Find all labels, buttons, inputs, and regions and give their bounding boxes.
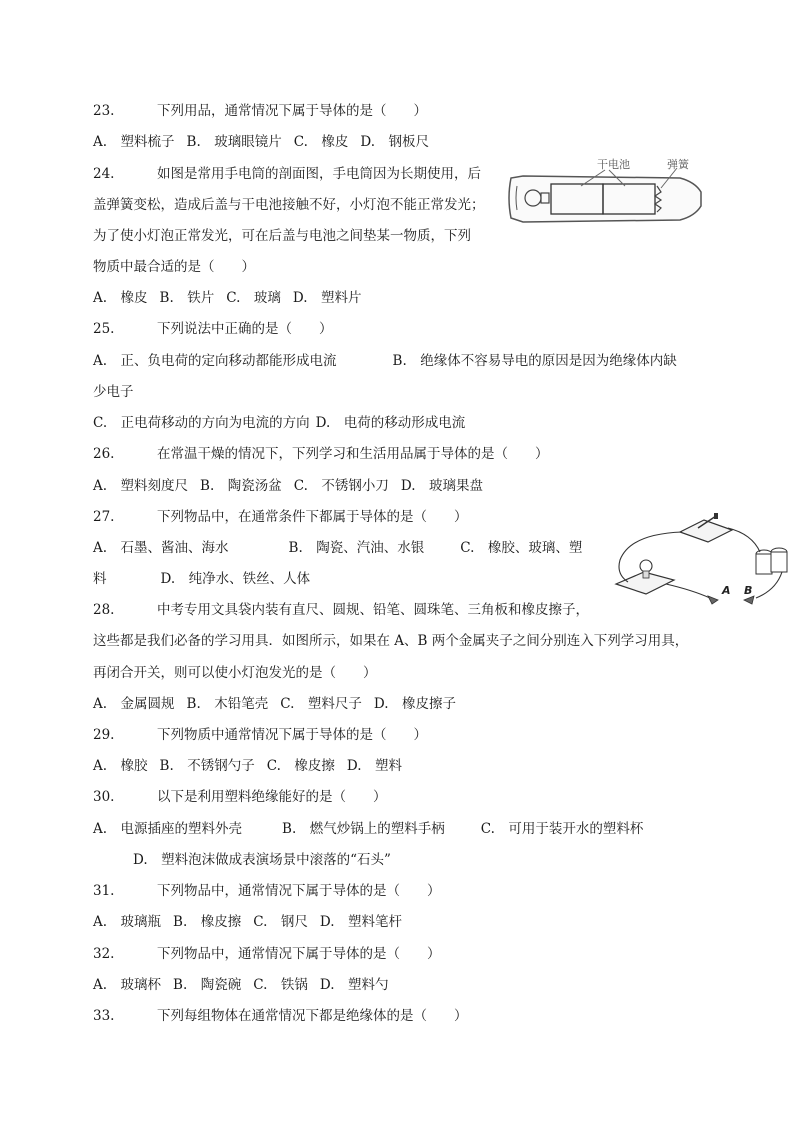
option-b: B. 陶瓷碗 <box>173 977 242 993</box>
question-number: 26. <box>93 446 115 462</box>
option-c: C. 橡皮擦 <box>266 758 335 774</box>
question-number: 31. <box>93 883 115 899</box>
question-text: 如图是常用手电筒的剖面图，手电筒因为长期使用，后 <box>157 166 481 182</box>
question-28-options <box>93 695 456 713</box>
circuit-diagram <box>612 508 790 608</box>
question-text: 在常温干燥的情况下，下列学习和生活用品属于导体的是（ ） <box>157 446 549 462</box>
option-c: C. 正电荷移动的方向为电流的方向 <box>93 415 310 431</box>
option-d: D. 钢板尺 <box>360 134 430 150</box>
question-23-stem <box>93 102 427 120</box>
question-30-stem <box>93 788 387 806</box>
option-a: A. 电源插座的塑料外壳 <box>93 821 243 837</box>
option-a: A. 橡皮 <box>93 290 148 306</box>
question-32-options <box>93 976 389 994</box>
option-a: A. 塑料刻度尺 <box>93 478 189 494</box>
option-a: A. 玻璃杯 <box>93 977 162 993</box>
option-d: D. 塑料片 <box>292 290 362 306</box>
question-25-stem <box>93 320 333 338</box>
question-24-stem-line-3: 为了使小灯泡正常发光，可在后盖与电池之间垫某一物质，下列 <box>93 228 471 244</box>
question-number: 32. <box>93 946 115 962</box>
question-text: 以下是利用塑料绝缘能好的是（ ） <box>157 789 387 805</box>
switch-handle <box>714 513 718 519</box>
option-c-continued: 料 <box>93 571 107 587</box>
option-b: B. 玻璃眼镜片 <box>186 134 282 150</box>
question-30-options-row-2 <box>133 851 391 869</box>
question-24-options <box>93 289 362 307</box>
option-a: A. 橡胶 <box>93 758 148 774</box>
question-26-stem <box>93 445 549 463</box>
question-number: 25. <box>93 321 115 337</box>
battery-cell-2 <box>771 552 787 572</box>
question-31-options <box>93 913 402 931</box>
question-text: 下列物品中，通常情况下属于导体的是（ ） <box>157 883 441 899</box>
option-d: D. 玻璃果盘 <box>400 478 484 494</box>
option-a: A. 正、负电荷的定向移动都能形成电流 <box>93 353 337 369</box>
option-d: D. 电荷的移动形成电流 <box>315 415 466 431</box>
option-a: A. 金属圆规 <box>93 696 175 712</box>
option-b: B. 木铅笔壳 <box>186 696 269 712</box>
option-a: A. 石墨、酱油、海水 <box>93 540 229 556</box>
option-b: B. 绝缘体不容易导电的原因是因为绝缘体内缺 <box>392 353 677 369</box>
option-b: B. 不锈钢勺子 <box>159 758 255 774</box>
option-b-continued: 少电子 <box>93 384 134 400</box>
clip-b-label: B <box>744 584 753 597</box>
question-26-options <box>93 477 483 495</box>
question-29-stem <box>93 726 427 744</box>
option-d: D. 纯净水、铁丝、人体 <box>160 571 311 587</box>
battery-cell-1 <box>756 554 772 574</box>
question-32-stem <box>93 945 441 963</box>
wire <box>666 584 710 598</box>
question-number: 27. <box>93 509 115 525</box>
question-number: 33. <box>93 1008 115 1024</box>
option-b: B. 燃气炒锅上的塑料手柄 <box>282 821 445 837</box>
flashlight-body <box>509 176 701 222</box>
clip-b <box>744 596 754 604</box>
wire <box>756 572 782 598</box>
question-29-options <box>93 757 402 775</box>
question-33-stem <box>93 1007 468 1025</box>
option-b: B. 陶瓷汤盆 <box>200 478 282 494</box>
option-d: D. 塑料勺 <box>319 977 389 993</box>
question-24-stem-line-2: 盖弹簧变松，造成后盖与干电池接触不好，小灯泡不能正常发光； <box>93 197 485 213</box>
question-number: 30. <box>93 789 115 805</box>
question-28-stem-line-1 <box>93 601 589 619</box>
question-text: 下列物品中，通常情况下属于导体的是（ ） <box>157 946 441 962</box>
battery-label: 干电池 <box>597 158 630 171</box>
wire <box>728 528 760 552</box>
question-27-stem <box>93 508 468 526</box>
question-text: 中考专用文具袋内装有直尺、圆规、铅笔、圆珠笔、三角板和橡皮擦子， <box>157 602 589 618</box>
option-b: B. 铁片 <box>159 290 215 306</box>
bulb-icon <box>640 560 652 572</box>
clip-a-label: A <box>722 584 731 597</box>
question-25-options-row-2 <box>93 414 465 432</box>
option-c: C. 铁锅 <box>253 977 308 993</box>
option-b: B. 橡皮擦 <box>173 914 242 930</box>
bulb-socket <box>643 571 649 578</box>
option-d: D. 橡皮擦子 <box>373 696 457 712</box>
clip-a <box>708 596 718 604</box>
option-d: D. 塑料 <box>346 758 403 774</box>
question-23-options <box>93 133 429 151</box>
question-24-stem-line-1 <box>93 165 481 183</box>
question-25-options-row-1 <box>93 352 677 370</box>
question-number: 29. <box>93 727 115 743</box>
option-c: C. 玻璃 <box>226 290 281 306</box>
question-number: 23. <box>93 103 115 119</box>
option-c: C. 不锈钢小刀 <box>293 478 389 494</box>
option-c: C. 橡胶、玻璃、塑 <box>460 540 583 556</box>
question-text: 下列物品中，在通常条件下都属于导体的是（ ） <box>157 509 468 525</box>
question-text: 下列物质中通常情况下属于导体的是（ ） <box>157 727 427 743</box>
question-text: 下列每组物体在通常情况下都是绝缘体的是（ ） <box>157 1008 468 1024</box>
option-c: C. 可用于装开水的塑料杯 <box>480 821 644 837</box>
question-24-stem-line-4: 物质中最合适的是（ ） <box>93 259 255 275</box>
option-c: C. 橡皮 <box>293 134 349 150</box>
flashlight-diagram <box>505 156 710 240</box>
question-28-stem-line-3: 再闭合开关，则可以使小灯泡发光的是（ ） <box>93 665 377 681</box>
spring-label: 弹簧 <box>667 158 689 171</box>
question-text: 下列说法中正确的是（ ） <box>157 321 333 337</box>
option-d: D. 塑料泡沫做成表演场景中滚落的“石头” <box>133 852 391 868</box>
question-27-options-row-1 <box>93 539 582 557</box>
question-text: 下列用品，通常情况下属于导体的是（ ） <box>157 103 427 119</box>
question-number: 24. <box>93 166 115 182</box>
option-a: A. 塑料梳子 <box>93 134 175 150</box>
option-d: D. 塑料笔杆 <box>319 914 403 930</box>
question-30-options-row-1 <box>93 820 643 838</box>
option-c: C. 钢尺 <box>253 914 308 930</box>
question-31-stem <box>93 882 441 900</box>
option-b: B. 陶瓷、汽油、水银 <box>288 540 425 556</box>
option-a: A. 玻璃瓶 <box>93 914 162 930</box>
question-number: 28. <box>93 602 115 618</box>
question-27-options-row-2 <box>93 570 310 588</box>
option-c: C. 塑料尺子 <box>280 696 362 712</box>
question-28-stem-line-2: 这些都是我们必备的学习用具．如图所示，如果在 A、B 两个金属夹子之间分别连入下列学习用具， <box>93 633 689 649</box>
